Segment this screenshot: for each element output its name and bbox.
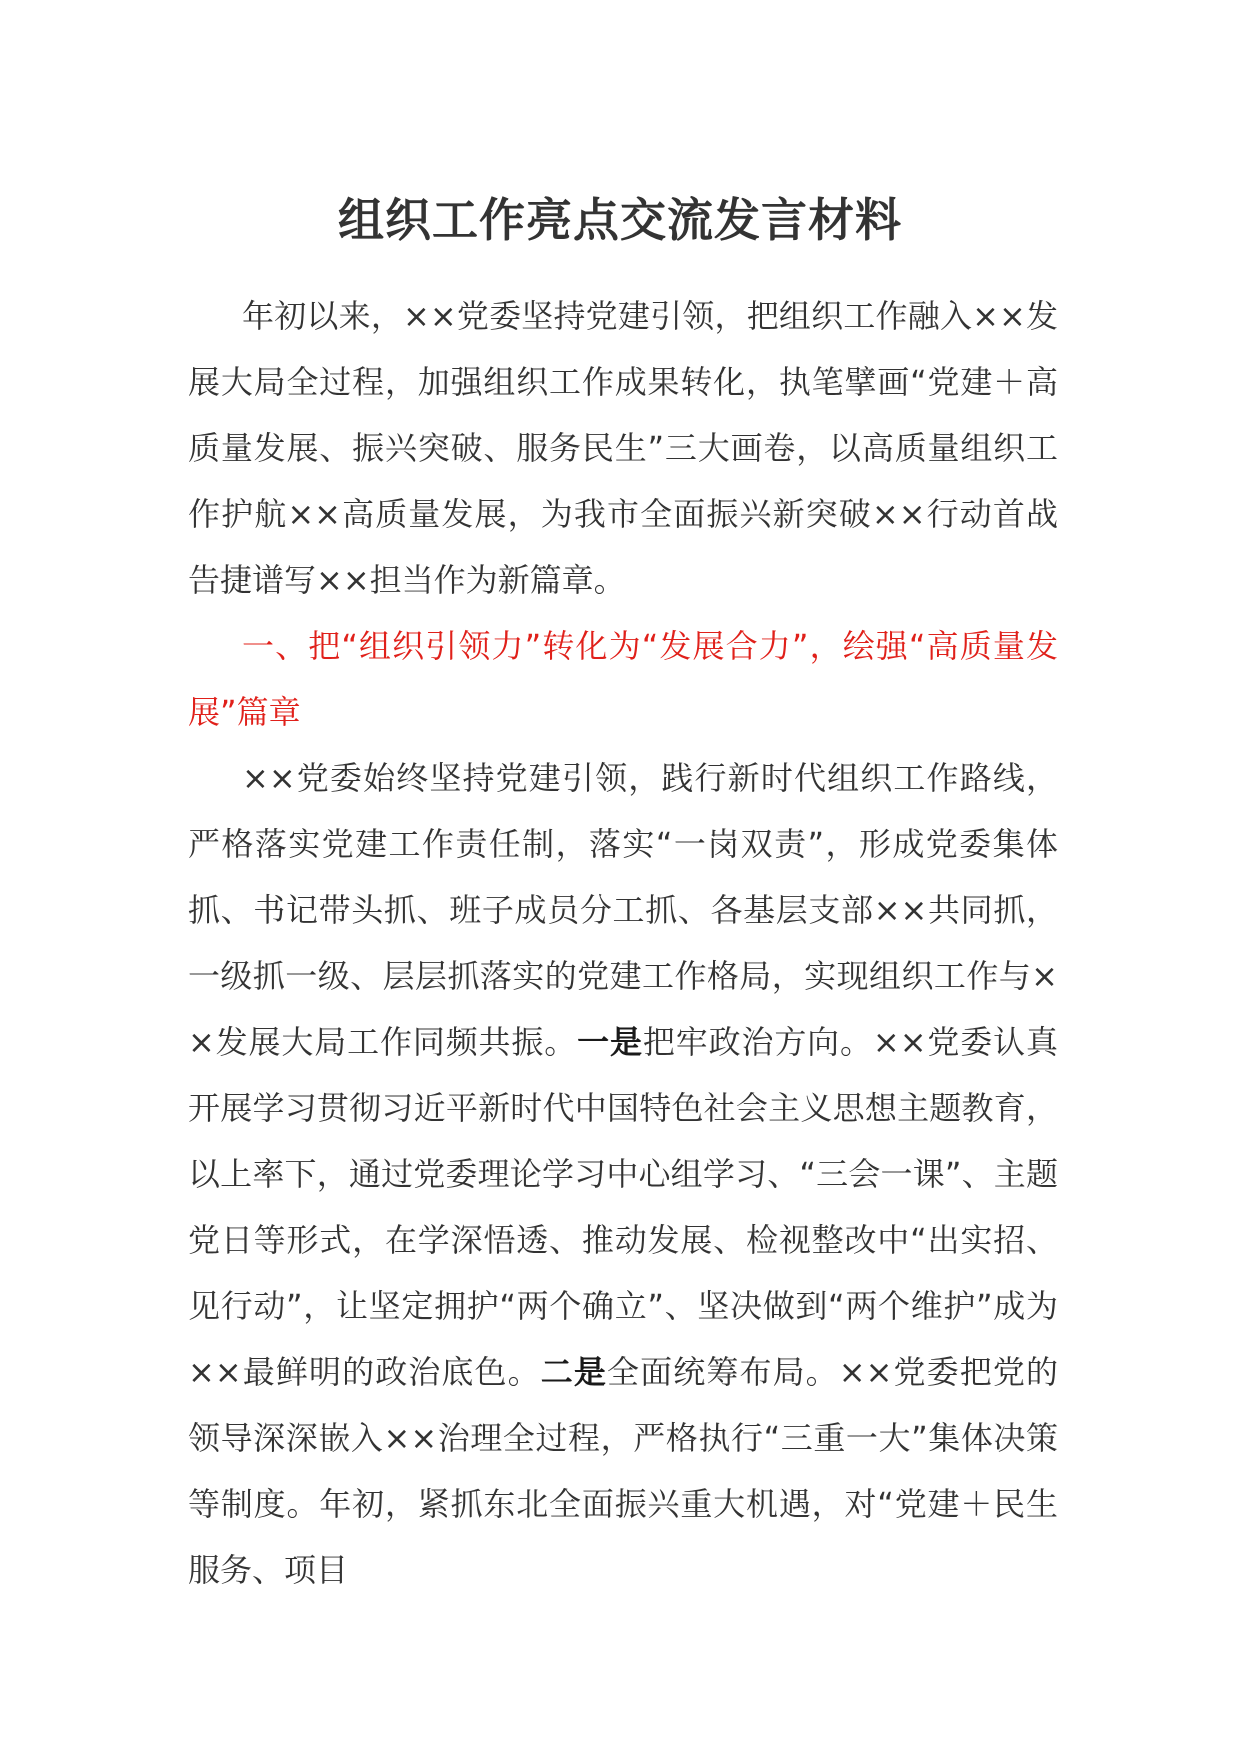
section-1-paragraph: [188, 745, 1058, 1603]
section-1-text-part-3: 全面统筹布局。××党委把党的领导深深嵌入××治理全过程，严格执行“三重一大”集体决策等制度。年初，紧抓东北全面振兴重大机遇，对“党建＋民生服务、项目: [188, 1353, 1058, 1589]
section-1-text-part-1: ××党委始终坚持党建引领，践行新时代组织工作路线，严格落实党建工作责任制，落实“一岗双责”，形成党委集体抓、书记带头抓、班子成员分工抓、各基层支部××共同抓，一级抓一级、层层抓落实的党建工作格局，实现组织工作与××发展大局工作同频共振。: [188, 759, 1058, 1061]
document-title: 组织工作亮点交流发言材料: [338, 193, 902, 247]
intro-paragraph: 年初以来，××党委坚持党建引领，把组织工作融入××发展大局全过程，加强组织工作成果转化，执笔擘画“党建＋高质量发展、振兴突破、服务民生”三大画卷，以高质量组织工作护航××高质量发展，为我市全面振兴新突破××行动首战告捷谱写××担当作为新篇章。: [188, 297, 1058, 599]
section-1-heading: 一、把“组织引领力”转化为“发展合力”，绘强“高质量发展”篇章: [188, 627, 1058, 731]
point-one-label: 一是: [577, 1023, 643, 1061]
document-body: [188, 283, 1058, 1603]
section-1-text-part-2: 把牢政治方向。××党委认真开展学习贯彻习近平新时代中国特色社会主义思想主题教育，以上率下，通过党委理论学习中心组学习、“三会一课”、主题党日等形式，在学深悟透、推动发展、检视整改中“出实招、见行动”，让坚定拥护“两个确立”、坚决做到“两个维护”成为××最鲜明的政治底色。: [188, 1023, 1058, 1391]
point-two-label: 二是: [540, 1353, 607, 1391]
